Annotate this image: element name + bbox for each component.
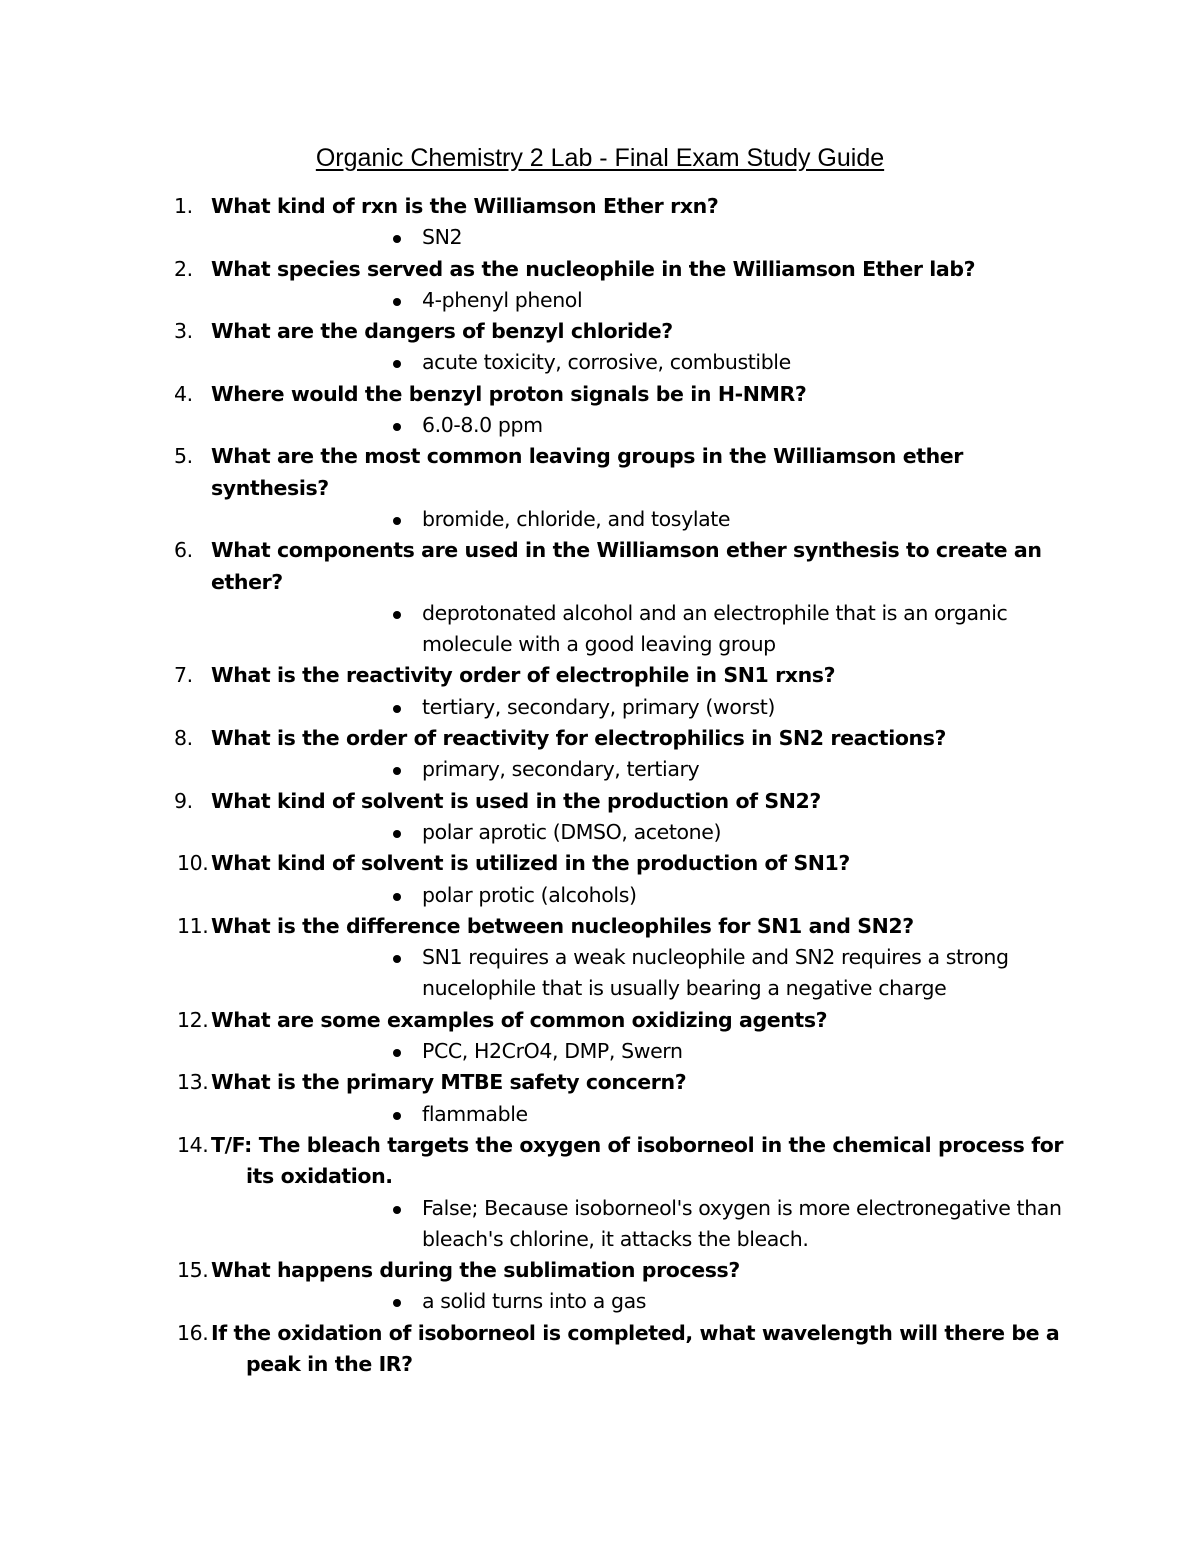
question-text: Where would the benzyl proton signals be in H-NMR? — [211, 381, 807, 406]
answer-text: 6.0-8.0 ppm — [422, 413, 543, 438]
bullet-icon — [393, 830, 401, 838]
question-item — [0, 1005, 1200, 1036]
answer-text: 4-phenyl phenol — [422, 287, 583, 312]
answer-text: flammable — [422, 1101, 528, 1126]
question-text: What components are used in the Williamson ether synthesis to create an ether? — [211, 538, 1042, 594]
bullet-icon — [393, 423, 401, 431]
question-number: 3. — [174, 319, 193, 344]
bullet-icon — [393, 611, 401, 619]
question-number: 12. — [177, 1007, 209, 1032]
question-item — [0, 1318, 1200, 1381]
bullet-icon — [393, 1112, 401, 1120]
question-text: What species served as the nucleophile in the Williamson Ether lab? — [211, 256, 976, 281]
answer-text: polar protic (alcohols) — [422, 882, 637, 907]
answer-text: a solid turns into a gas — [422, 1289, 647, 1314]
answer-item — [0, 285, 1200, 316]
question-item — [0, 786, 1200, 817]
answer-item — [0, 598, 1200, 661]
question-item — [0, 911, 1200, 942]
question-number: 1. — [174, 194, 193, 218]
question-text: What kind of solvent is used in the production of SN2? — [211, 788, 821, 813]
answer-item — [0, 1036, 1200, 1067]
question-text: What are some examples of common oxidizing agents? — [211, 1007, 828, 1032]
bullet-icon — [393, 517, 401, 525]
question-number: 13. — [177, 1070, 209, 1095]
bullet-icon — [393, 893, 401, 901]
question-item — [0, 1130, 1200, 1193]
question-item — [0, 1067, 1200, 1098]
question-text: What is the difference between nucleophiles for SN1 and SN2? — [211, 913, 914, 938]
answer-text: deprotonated alcohol and an electrophile that is an organic molecule with a good leaving group — [422, 600, 1008, 657]
question-item — [0, 316, 1200, 347]
question-number: 15. — [177, 1258, 209, 1283]
answer-text: PCC, H2CrO4, DMP, Swern — [422, 1039, 683, 1064]
answer-item — [0, 1286, 1200, 1317]
question-number: 7. — [174, 663, 193, 688]
question-item — [0, 723, 1200, 754]
question-item — [0, 191, 1200, 222]
question-text: What kind of rxn is the Williamson Ether rxn? — [211, 194, 719, 218]
question-text: What are the dangers of benzyl chloride? — [211, 319, 673, 344]
answer-text: polar aprotic (DMSO, acetone) — [422, 819, 722, 844]
question-number: 14. — [177, 1132, 209, 1157]
answer-item — [0, 410, 1200, 441]
answer-item — [0, 880, 1200, 911]
question-text: What is the order of reactivity for electrophilics in SN2 reactions? — [211, 726, 946, 751]
answer-item — [0, 347, 1200, 378]
answer-text: tertiary, secondary, primary (worst) — [422, 694, 776, 719]
bullet-icon — [393, 705, 401, 713]
answer-item — [0, 754, 1200, 785]
question-number: 16. — [177, 1320, 209, 1345]
question-number: 9. — [174, 788, 193, 813]
question-number: 8. — [174, 726, 193, 751]
question-item — [0, 1255, 1200, 1286]
question-text: What are the most common leaving groups in the Williamson ether synthesis? — [211, 444, 964, 500]
question-item — [0, 254, 1200, 285]
bullet-icon — [393, 955, 401, 963]
answer-text: SN1 requires a weak nucleophile and SN2 requires a strong nucelophile that is usually bearing a negative charge — [422, 945, 1009, 1001]
answer-text: primary, secondary, tertiary — [422, 757, 700, 782]
answer-item — [0, 1193, 1200, 1256]
answer-text: bromide, chloride, and tosylate — [422, 506, 731, 531]
answer-text: SN2 — [422, 225, 463, 250]
page-title: Organic Chemistry 2 Lab - Final Exam Study Guide — [315, 144, 885, 172]
question-text: If the oxidation of isoborneol is completed, what wavelength will there be a peak in the IR? — [211, 1320, 1060, 1376]
bullet-icon — [393, 767, 401, 775]
answer-item — [0, 504, 1200, 535]
question-number: 6. — [174, 538, 193, 563]
answer-text: False; Because isoborneol's oxygen is more electronegative than bleach's chlorine, it attacks the bleach. — [422, 1195, 1062, 1251]
question-item — [0, 535, 1200, 598]
bullet-icon — [393, 235, 401, 243]
answer-text: acute toxicity, corrosive, combustible — [422, 350, 791, 375]
bullet-icon — [393, 360, 401, 368]
bullet-icon — [393, 1206, 401, 1214]
answer-item — [0, 222, 1200, 253]
question-number: 10. — [177, 851, 209, 876]
question-text: What kind of solvent is utilized in the production of SN1? — [211, 851, 850, 876]
question-text: T/F: The bleach targets the oxygen of isoborneol in the chemical process for its oxidation. — [211, 1132, 1064, 1189]
question-item — [0, 848, 1200, 879]
question-text: What happens during the sublimation process? — [211, 1258, 740, 1283]
answer-item — [0, 817, 1200, 848]
bullet-icon — [393, 1299, 401, 1307]
question-number: 2. — [174, 256, 193, 281]
answer-item — [0, 692, 1200, 723]
bullet-icon — [393, 298, 401, 306]
question-item — [0, 660, 1200, 691]
question-item — [0, 379, 1200, 410]
question-text: What is the primary MTBE safety concern? — [211, 1070, 687, 1095]
question-number: 11. — [177, 913, 209, 938]
answer-item — [0, 942, 1200, 1005]
question-number: 5. — [174, 444, 193, 469]
answer-item — [0, 1099, 1200, 1130]
question-list — [0, 191, 1200, 1380]
question-text: What is the reactivity order of electrophile in SN1 rxns? — [211, 663, 836, 688]
bullet-icon — [393, 1049, 401, 1057]
question-item — [0, 441, 1200, 504]
question-number: 4. — [174, 381, 193, 406]
